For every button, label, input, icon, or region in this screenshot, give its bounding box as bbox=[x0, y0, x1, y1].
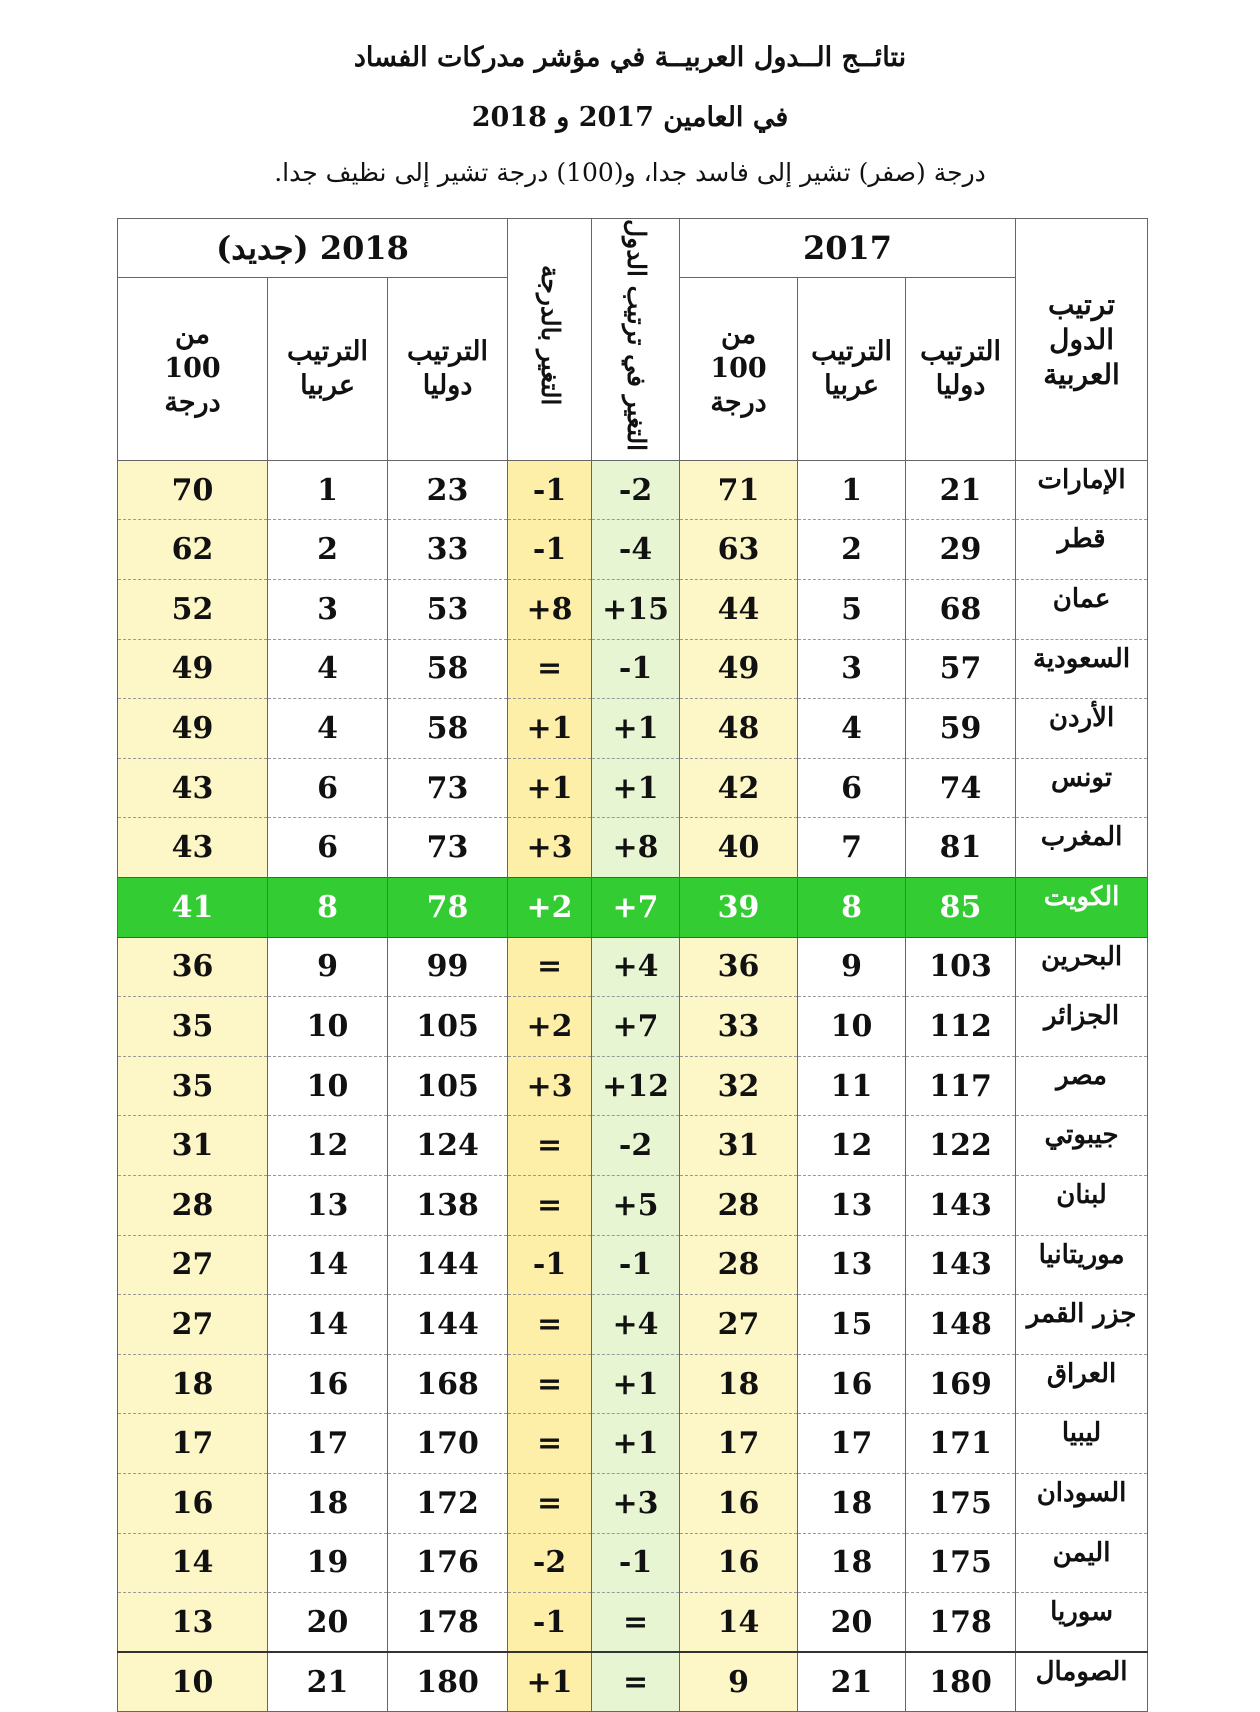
cell-score-change: 3+ bbox=[508, 818, 592, 878]
cell-country: السعودية bbox=[1016, 639, 1148, 699]
cell-2017-rank-intl: 180 bbox=[906, 1652, 1016, 1712]
header-2017-score: من 100 درجة bbox=[680, 277, 798, 460]
table-row bbox=[118, 1176, 1148, 1236]
cell-2017-rank-arab: 13 bbox=[798, 1235, 906, 1295]
cell-2018-rank-arab: 8 bbox=[268, 878, 388, 938]
cell-2018-score: 62 bbox=[118, 520, 268, 580]
cell-rank-change: 1+ bbox=[592, 1354, 680, 1414]
cell-2018-score: 36 bbox=[118, 937, 268, 997]
cell-score-change: = bbox=[508, 1295, 592, 1355]
table-row bbox=[118, 1295, 1148, 1355]
cell-2017-rank-arab: 20 bbox=[798, 1593, 906, 1653]
cell-country: مصر bbox=[1016, 1056, 1148, 1116]
header-year-2017: 2017 bbox=[680, 219, 1016, 278]
cell-2018-rank-intl: 105 bbox=[388, 1056, 508, 1116]
title-line-1: نتائــج الــدول العربيــة في مؤشر مدركات الفساد bbox=[353, 42, 907, 73]
cell-rank-change: 5+ bbox=[592, 1176, 680, 1236]
cell-2017-rank-intl: 122 bbox=[906, 1116, 1016, 1176]
cell-2017-rank-arab: 18 bbox=[798, 1533, 906, 1593]
cell-2017-rank-intl: 169 bbox=[906, 1354, 1016, 1414]
cell-2018-score: 41 bbox=[118, 878, 268, 938]
cell-country: العراق bbox=[1016, 1354, 1148, 1414]
cell-2017-score: 18 bbox=[680, 1354, 798, 1414]
cell-2017-rank-arab: 8 bbox=[798, 878, 906, 938]
table-body bbox=[118, 460, 1148, 1711]
header-2017-rank-intl: الترتيب دوليا bbox=[906, 277, 1016, 460]
cell-2018-rank-arab: 21 bbox=[268, 1652, 388, 1712]
cell-2017-rank-intl: 57 bbox=[906, 639, 1016, 699]
cell-2017-rank-arab: 9 bbox=[798, 937, 906, 997]
cell-2017-rank-arab: 11 bbox=[798, 1056, 906, 1116]
cell-score-change: 1- bbox=[508, 1235, 592, 1295]
cell-2017-rank-arab: 18 bbox=[798, 1473, 906, 1533]
cell-country: موريتانيا bbox=[1016, 1235, 1148, 1295]
cell-2017-rank-arab: 5 bbox=[798, 580, 906, 640]
cell-2018-rank-intl: 58 bbox=[388, 699, 508, 759]
cell-2018-rank-arab: 4 bbox=[268, 699, 388, 759]
cell-2018-rank-intl: 178 bbox=[388, 1593, 508, 1653]
cell-score-change: 2- bbox=[508, 1533, 592, 1593]
cell-2018-rank-arab: 1 bbox=[268, 460, 388, 520]
cell-2018-score: 10 bbox=[118, 1652, 268, 1712]
cell-2018-rank-intl: 73 bbox=[388, 818, 508, 878]
cell-rank-change: 12+ bbox=[592, 1056, 680, 1116]
cell-rank-change: 1+ bbox=[592, 699, 680, 759]
cell-2018-score: 27 bbox=[118, 1295, 268, 1355]
cell-rank-change: = bbox=[592, 1652, 680, 1712]
cell-2017-score: 44 bbox=[680, 580, 798, 640]
cell-2018-rank-intl: 73 bbox=[388, 758, 508, 818]
corruption-index-table bbox=[117, 218, 1148, 1712]
cell-2018-score: 18 bbox=[118, 1354, 268, 1414]
cell-2018-score: 49 bbox=[118, 639, 268, 699]
cell-2018-rank-intl: 144 bbox=[388, 1235, 508, 1295]
cell-score-change: 8+ bbox=[508, 580, 592, 640]
table-row bbox=[118, 878, 1148, 938]
cell-2017-score: 16 bbox=[680, 1473, 798, 1533]
table-row bbox=[118, 1056, 1148, 1116]
table-row bbox=[118, 997, 1148, 1057]
cell-score-change: = bbox=[508, 1473, 592, 1533]
cell-2017-rank-intl: 175 bbox=[906, 1473, 1016, 1533]
cell-2018-rank-arab: 19 bbox=[268, 1533, 388, 1593]
cell-2017-score: 27 bbox=[680, 1295, 798, 1355]
cell-score-change: = bbox=[508, 639, 592, 699]
cell-rank-change: 15+ bbox=[592, 580, 680, 640]
table-row bbox=[118, 580, 1148, 640]
cell-2017-rank-intl: 171 bbox=[906, 1414, 1016, 1474]
cell-rank-change: 7+ bbox=[592, 997, 680, 1057]
cell-score-change: 3+ bbox=[508, 1056, 592, 1116]
cell-2017-rank-arab: 16 bbox=[798, 1354, 906, 1414]
cell-score-change: 1- bbox=[508, 460, 592, 520]
cell-2017-score: 40 bbox=[680, 818, 798, 878]
cell-2018-score: 16 bbox=[118, 1473, 268, 1533]
header-score-change: التغير بالدرجة bbox=[508, 219, 592, 461]
cell-country: جزر القمر bbox=[1016, 1295, 1148, 1355]
table-row bbox=[118, 1414, 1148, 1474]
cell-2018-score: 43 bbox=[118, 758, 268, 818]
cell-2018-rank-arab: 9 bbox=[268, 937, 388, 997]
cell-2017-rank-arab: 13 bbox=[798, 1176, 906, 1236]
cell-rank-change: 3+ bbox=[592, 1473, 680, 1533]
cell-2017-rank-arab: 12 bbox=[798, 1116, 906, 1176]
cell-country: الكويت bbox=[1016, 878, 1148, 938]
cell-2017-rank-intl: 117 bbox=[906, 1056, 1016, 1116]
cell-rank-change: 1- bbox=[592, 1235, 680, 1295]
cell-2017-rank-intl: 143 bbox=[906, 1176, 1016, 1236]
cell-rank-change: 8+ bbox=[592, 818, 680, 878]
cell-country: لبنان bbox=[1016, 1176, 1148, 1236]
table-row bbox=[118, 1533, 1148, 1593]
cell-2017-rank-intl: 103 bbox=[906, 937, 1016, 997]
cell-2018-rank-intl: 99 bbox=[388, 937, 508, 997]
cell-2018-rank-arab: 20 bbox=[268, 1593, 388, 1653]
cell-2017-rank-arab: 15 bbox=[798, 1295, 906, 1355]
cell-2017-score: 48 bbox=[680, 699, 798, 759]
cell-2017-rank-intl: 81 bbox=[906, 818, 1016, 878]
cell-2017-rank-arab: 3 bbox=[798, 639, 906, 699]
cell-2018-rank-arab: 18 bbox=[268, 1473, 388, 1533]
cell-country: جيبوتي bbox=[1016, 1116, 1148, 1176]
cell-rank-change: 1- bbox=[592, 1533, 680, 1593]
cell-2018-score: 31 bbox=[118, 1116, 268, 1176]
cell-2017-rank-intl: 29 bbox=[906, 520, 1016, 580]
cell-2018-rank-intl: 144 bbox=[388, 1295, 508, 1355]
table-row bbox=[118, 1473, 1148, 1533]
cell-2017-score: 31 bbox=[680, 1116, 798, 1176]
cell-2018-score: 14 bbox=[118, 1533, 268, 1593]
cell-2017-score: 28 bbox=[680, 1176, 798, 1236]
cell-score-change: = bbox=[508, 1414, 592, 1474]
cell-2017-rank-intl: 85 bbox=[906, 878, 1016, 938]
cell-2018-score: 17 bbox=[118, 1414, 268, 1474]
cell-2018-score: 13 bbox=[118, 1593, 268, 1653]
cell-2017-rank-arab: 4 bbox=[798, 699, 906, 759]
subtitle: درجة (صفر) تشير إلى فاسد جدا، و(100) درجة تشير إلى نظيف جدا. bbox=[274, 158, 986, 187]
cell-rank-change: 1+ bbox=[592, 1414, 680, 1474]
cell-rank-change: 4+ bbox=[592, 1295, 680, 1355]
cell-2018-rank-arab: 14 bbox=[268, 1235, 388, 1295]
cell-2017-rank-arab: 7 bbox=[798, 818, 906, 878]
cell-2018-score: 35 bbox=[118, 1056, 268, 1116]
table-row bbox=[118, 758, 1148, 818]
cell-2017-rank-intl: 112 bbox=[906, 997, 1016, 1057]
cell-country: سوريا bbox=[1016, 1593, 1148, 1653]
cell-score-change: 1+ bbox=[508, 1652, 592, 1712]
cell-country: السودان bbox=[1016, 1473, 1148, 1533]
cell-2018-rank-arab: 4 bbox=[268, 639, 388, 699]
cell-2018-rank-intl: 168 bbox=[388, 1354, 508, 1414]
cell-2018-rank-arab: 16 bbox=[268, 1354, 388, 1414]
cell-country: اليمن bbox=[1016, 1533, 1148, 1593]
cell-2017-score: 63 bbox=[680, 520, 798, 580]
cell-score-change: 2+ bbox=[508, 878, 592, 938]
cell-2017-rank-arab: 2 bbox=[798, 520, 906, 580]
cell-2018-rank-intl: 58 bbox=[388, 639, 508, 699]
cell-2017-score: 39 bbox=[680, 878, 798, 938]
cell-2017-score: 36 bbox=[680, 937, 798, 997]
cell-2017-rank-arab: 10 bbox=[798, 997, 906, 1057]
cell-2017-rank-intl: 68 bbox=[906, 580, 1016, 640]
table-row bbox=[118, 639, 1148, 699]
cell-2018-rank-arab: 6 bbox=[268, 758, 388, 818]
cell-2018-rank-arab: 2 bbox=[268, 520, 388, 580]
cell-2017-rank-arab: 21 bbox=[798, 1652, 906, 1712]
cell-2018-rank-arab: 13 bbox=[268, 1176, 388, 1236]
cell-2017-score: 17 bbox=[680, 1414, 798, 1474]
cell-2018-rank-arab: 3 bbox=[268, 580, 388, 640]
cell-2018-rank-intl: 170 bbox=[388, 1414, 508, 1474]
cell-score-change: 1- bbox=[508, 1593, 592, 1653]
cell-2017-rank-arab: 17 bbox=[798, 1414, 906, 1474]
cell-2017-score: 32 bbox=[680, 1056, 798, 1116]
table-row bbox=[118, 818, 1148, 878]
cell-2017-rank-intl: 59 bbox=[906, 699, 1016, 759]
cell-rank-change: = bbox=[592, 1593, 680, 1653]
cell-2018-score: 27 bbox=[118, 1235, 268, 1295]
table-row bbox=[118, 460, 1148, 520]
cell-country: ليبيا bbox=[1016, 1414, 1148, 1474]
cell-score-change: 2+ bbox=[508, 997, 592, 1057]
cell-2018-rank-arab: 17 bbox=[268, 1414, 388, 1474]
header-2018-rank-intl: الترتيب دوليا bbox=[388, 277, 508, 460]
cell-country: تونس bbox=[1016, 758, 1148, 818]
cell-2017-rank-intl: 175 bbox=[906, 1533, 1016, 1593]
header-country: ترتيب الدول العربية bbox=[1016, 219, 1148, 461]
table-row bbox=[118, 1354, 1148, 1414]
cell-rank-change: 1+ bbox=[592, 758, 680, 818]
cell-2018-score: 49 bbox=[118, 699, 268, 759]
cell-rank-change: 2- bbox=[592, 460, 680, 520]
table-row bbox=[118, 1593, 1148, 1653]
cell-2018-score: 35 bbox=[118, 997, 268, 1057]
cell-2017-score: 28 bbox=[680, 1235, 798, 1295]
cell-2017-score: 16 bbox=[680, 1533, 798, 1593]
cell-2018-score: 70 bbox=[118, 460, 268, 520]
table-row bbox=[118, 699, 1148, 759]
cell-2018-rank-intl: 180 bbox=[388, 1652, 508, 1712]
cell-2018-score: 28 bbox=[118, 1176, 268, 1236]
cell-2018-rank-intl: 23 bbox=[388, 460, 508, 520]
cell-2017-rank-arab: 6 bbox=[798, 758, 906, 818]
cell-score-change: 1+ bbox=[508, 758, 592, 818]
cell-country: الجزائر bbox=[1016, 997, 1148, 1057]
cell-2017-score: 14 bbox=[680, 1593, 798, 1653]
cell-2018-rank-arab: 12 bbox=[268, 1116, 388, 1176]
cell-2018-rank-arab: 14 bbox=[268, 1295, 388, 1355]
cell-rank-change: 1- bbox=[592, 639, 680, 699]
cell-country: قطر bbox=[1016, 520, 1148, 580]
cell-country: عمان bbox=[1016, 580, 1148, 640]
cell-2018-rank-intl: 138 bbox=[388, 1176, 508, 1236]
header-2018-score: من 100 درجة bbox=[118, 277, 268, 460]
title-line-2: في العامين 2017 و 2018 bbox=[471, 102, 789, 133]
table-row bbox=[118, 1235, 1148, 1295]
cell-2017-rank-intl: 148 bbox=[906, 1295, 1016, 1355]
cell-2018-score: 43 bbox=[118, 818, 268, 878]
cell-score-change: = bbox=[508, 1354, 592, 1414]
cell-score-change: = bbox=[508, 937, 592, 997]
cell-2018-rank-intl: 78 bbox=[388, 878, 508, 938]
cell-2018-rank-intl: 33 bbox=[388, 520, 508, 580]
table-row bbox=[118, 520, 1148, 580]
cell-rank-change: 4+ bbox=[592, 937, 680, 997]
cell-rank-change: 4- bbox=[592, 520, 680, 580]
cell-2017-rank-intl: 143 bbox=[906, 1235, 1016, 1295]
cell-score-change: = bbox=[508, 1176, 592, 1236]
cell-2017-score: 33 bbox=[680, 997, 798, 1057]
header-year-2018: 2018 (جديد) bbox=[118, 219, 508, 278]
table-row bbox=[118, 937, 1148, 997]
cell-2018-rank-arab: 6 bbox=[268, 818, 388, 878]
cell-score-change: = bbox=[508, 1116, 592, 1176]
cell-2018-rank-arab: 10 bbox=[268, 1056, 388, 1116]
table-row bbox=[118, 1652, 1148, 1712]
cell-2017-score: 49 bbox=[680, 639, 798, 699]
cell-country: البحرين bbox=[1016, 937, 1148, 997]
cell-2018-rank-intl: 53 bbox=[388, 580, 508, 640]
cell-2018-rank-intl: 176 bbox=[388, 1533, 508, 1593]
cell-rank-change: 2- bbox=[592, 1116, 680, 1176]
header-2017-rank-arab: الترتيب عربيا bbox=[798, 277, 906, 460]
cell-2017-rank-arab: 1 bbox=[798, 460, 906, 520]
cell-rank-change: 7+ bbox=[592, 878, 680, 938]
cell-2018-rank-intl: 124 bbox=[388, 1116, 508, 1176]
cell-2017-rank-intl: 21 bbox=[906, 460, 1016, 520]
cell-country: الإمارات bbox=[1016, 460, 1148, 520]
cell-2018-score: 52 bbox=[118, 580, 268, 640]
cell-country: الصومال bbox=[1016, 1652, 1148, 1712]
header-2018-rank-arab: الترتيب عربيا bbox=[268, 277, 388, 460]
cell-2017-score: 42 bbox=[680, 758, 798, 818]
cell-score-change: 1- bbox=[508, 520, 592, 580]
header-rank-change: التغير في ترتيب الدول bbox=[592, 219, 680, 461]
cell-2017-rank-intl: 178 bbox=[906, 1593, 1016, 1653]
cell-country: الأردن bbox=[1016, 699, 1148, 759]
cell-2018-rank-arab: 10 bbox=[268, 997, 388, 1057]
cell-country: المغرب bbox=[1016, 818, 1148, 878]
table-row bbox=[118, 1116, 1148, 1176]
cell-2018-rank-intl: 172 bbox=[388, 1473, 508, 1533]
cell-score-change: 1+ bbox=[508, 699, 592, 759]
cell-2018-rank-intl: 105 bbox=[388, 997, 508, 1057]
cell-2017-rank-intl: 74 bbox=[906, 758, 1016, 818]
cell-2017-score: 71 bbox=[680, 460, 798, 520]
cell-2017-score: 9 bbox=[680, 1652, 798, 1712]
